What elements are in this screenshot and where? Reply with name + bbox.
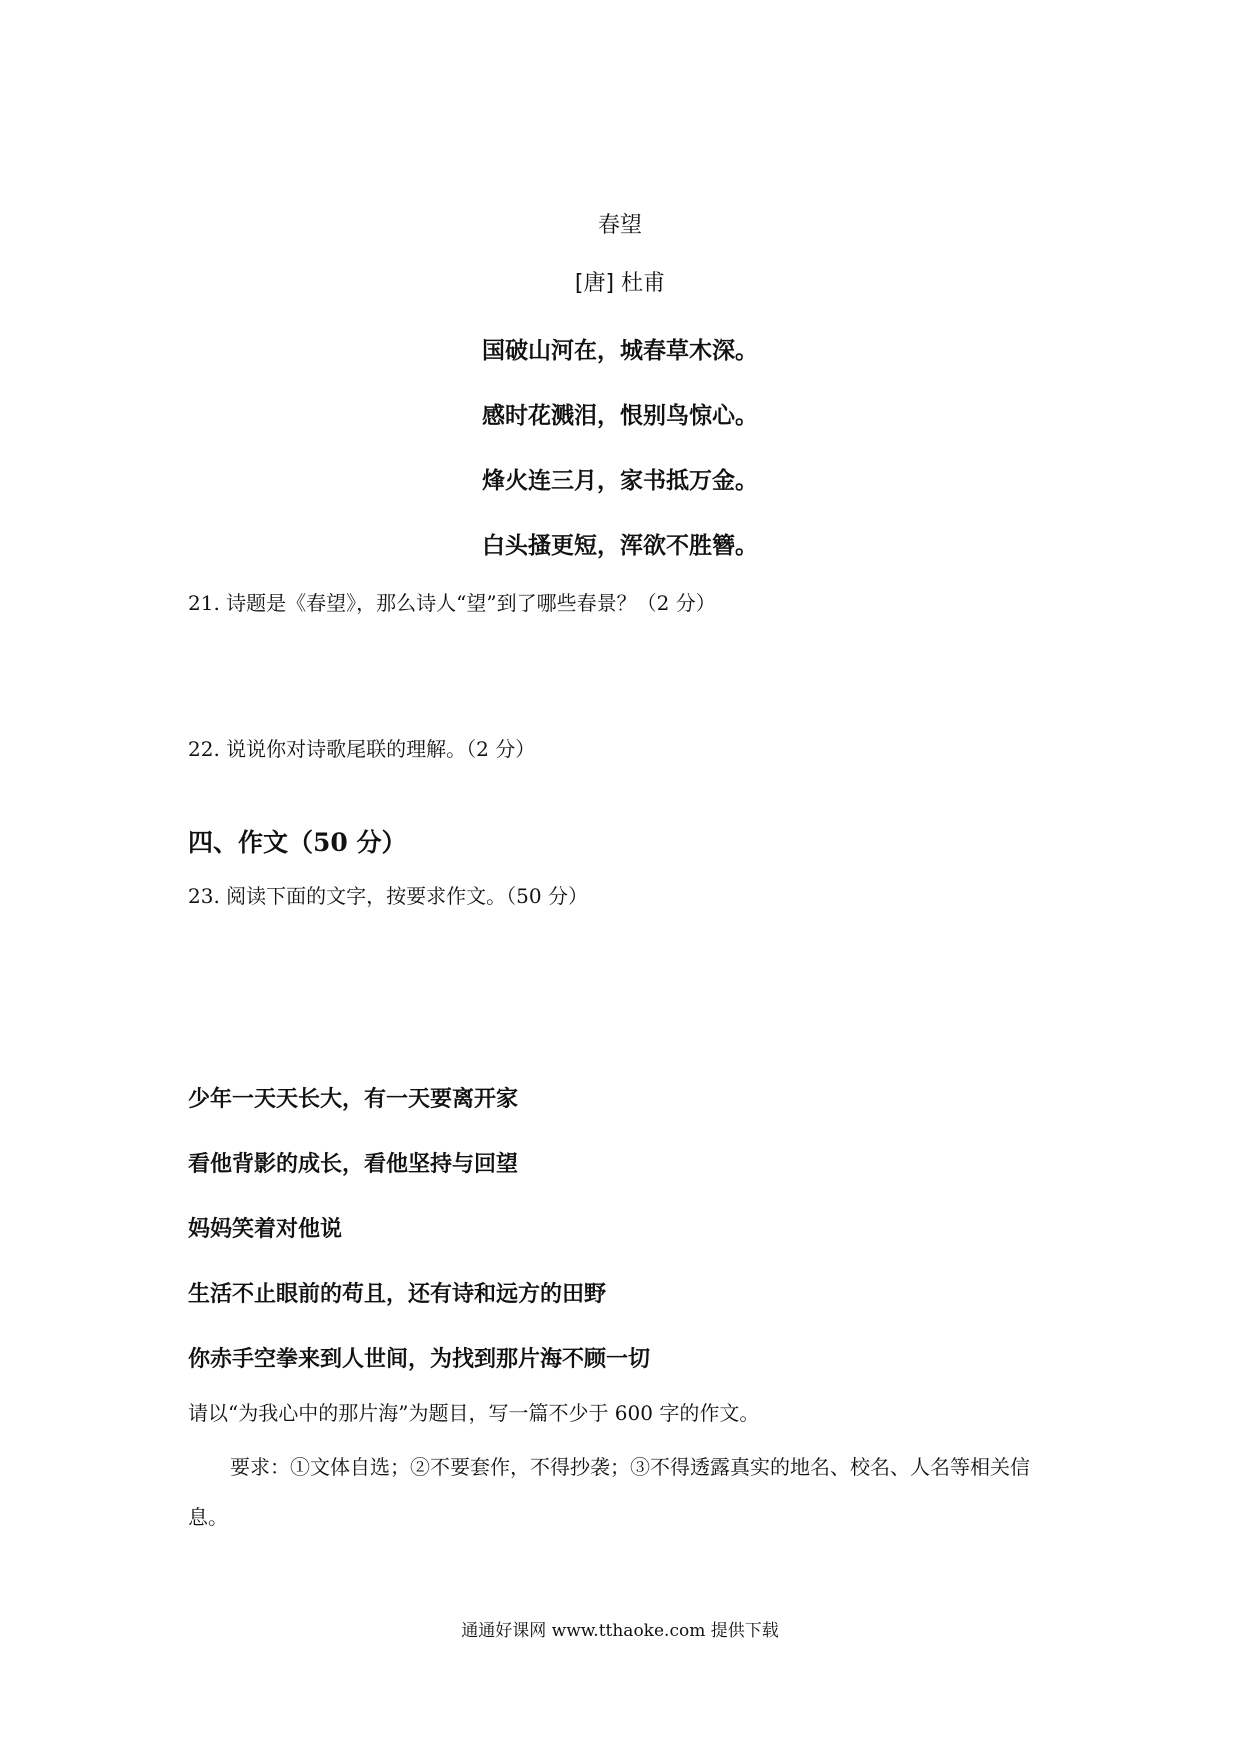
- lyric-line: 看他背影的成长，看他坚持与回望: [188, 1152, 519, 1177]
- essay-requirements: 要求：①文体自选；②不要套作，不得抄袭；③不得透露真实的地名、校名、人名等相关信息。: [188, 1455, 1030, 1529]
- lyric-line: 生活不止眼前的苟且，还有诗和远方的田野: [188, 1282, 607, 1307]
- poem-line: 烽火连三月，家书抵万金。: [482, 468, 758, 494]
- poem-author: [唐] 杜甫: [574, 271, 666, 296]
- poem-line: 感时花溅泪，恨别鸟惊心。: [482, 403, 758, 429]
- question-23: 23. 阅读下面的文字，按要求作文。（50 分）: [188, 884, 588, 908]
- poem-title: 春望: [597, 213, 642, 238]
- lyric-line: 妈妈笑着对他说: [188, 1217, 343, 1242]
- question-21: 21. 诗题是《春望》，那么诗人“望”到了哪些春景？（2 分）: [188, 591, 716, 615]
- section-heading: 四、作文（50 分）: [188, 828, 407, 857]
- lyric-line: 少年一天天长大，有一天要离开家: [188, 1087, 519, 1112]
- question-22: 22. 说说你对诗歌尾联的理解。（2 分）: [188, 737, 536, 761]
- poem-line: 国破山河在，城春草木深。: [482, 338, 758, 364]
- page-footer: 通通好课网 www.tthaoke.com 提供下载: [461, 1621, 779, 1641]
- essay-prompt: 请以“为我心中的那片海”为题目，写一篇不少于 600 字的作文。: [188, 1401, 760, 1425]
- poem-line: 白头搔更短，浑欲不胜簪。: [482, 533, 758, 559]
- lyric-line: 你赤手空拳来到人世间，为找到那片海不顾一切: [188, 1347, 651, 1372]
